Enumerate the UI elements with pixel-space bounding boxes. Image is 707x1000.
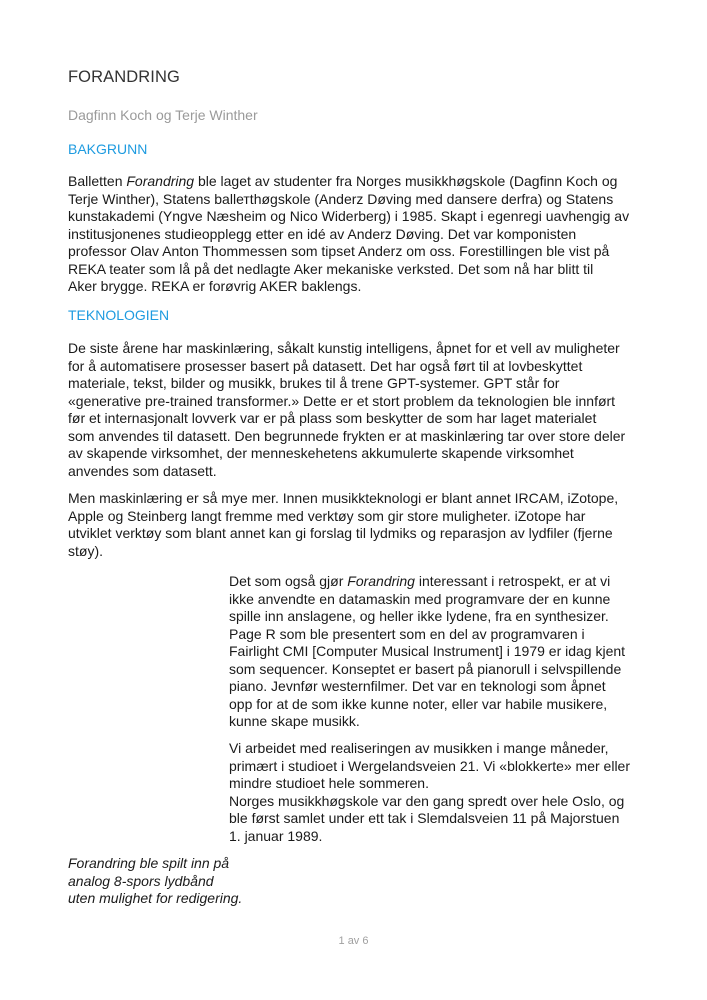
text-line: REKA teater som lå på det nedlagte Aker mekaniske verksted. Det som nå har blitt til [68, 260, 594, 277]
text-line: «generative pre-trained transformer.» Dette er et stort problem da teknologien ble innført [68, 392, 616, 409]
document-authors: Dagfinn Koch og Terje Winther [68, 107, 258, 123]
text-line: Apple og Steinberg langt fremme med verktøy som gir store muligheter. iZotope har [68, 507, 586, 524]
text-line [68, 173, 648, 191]
document-title: FORANDRING [68, 68, 180, 86]
text-segment: interessant i retrospekt, er at vi [414, 573, 611, 589]
italic-title-text: Forandring [347, 573, 415, 589]
text-line: av skapende virksomhet, der menneskehetens akkumulerte skapende virksomhet [68, 445, 574, 461]
text-line: mindre studioet hele sommeren. [229, 775, 429, 791]
text-line: professor Olav Anton Thommessen som tipset Anderz om oss. Forestillingen ble vist på [68, 243, 610, 259]
paragraph-teknologi-2 [68, 490, 648, 560]
text-line: De siste årene har maskinlæring, såkalt kunstig intelligens, åpnet for et vell av muligheter [68, 340, 620, 356]
text-line [229, 573, 649, 591]
paragraph-teknologi-1 [68, 340, 648, 480]
italic-caption [68, 855, 242, 908]
paragraph-bakgrunn [68, 173, 648, 296]
text-line: anvendes som datasett. [68, 462, 217, 479]
text-line: Fairlight CMI [Computer Musical Instrument] i 1979 er idag kjent [229, 643, 626, 659]
text-line: materiale, tekst, bilder og musikk, brukes til å trene GPT-systemer. GPT står for [68, 375, 560, 391]
italic-title-text: Forandring [126, 173, 195, 189]
text-line: piano. Jevnfør westernfilmer. Det var en teknologi som åpnet [229, 678, 606, 694]
paragraph-indented-1 [229, 573, 649, 731]
text-line: Forandring ble spilt inn på [68, 855, 230, 871]
text-line: for å automatisere prosesser basert på datasett. Det har også ført til at lovbeskyttet [68, 357, 583, 374]
text-line: institusjonenes studieopplegg etter en idé av Anderz Døving. Det var komponisten [68, 225, 577, 242]
text-line: spille inn anslagene, og heller ikke lydene, fra en synthesizer. [229, 608, 609, 624]
text-line: som anvendes til datasett. Den begrunnede frykten er at maskinlæring tar over store deler [68, 427, 626, 444]
text-line: Terje Winther), Statens ballетthøgskole (Anderz Døving med dansere derfra) og Statens [68, 190, 614, 207]
text-line: Men maskinlæring er så mye mer. Innen musikkteknologi er blant annet IRCAM, iZotope, [68, 490, 619, 506]
page-number: 1 av 6 [338, 935, 369, 947]
section-heading-teknologien: TEKNOLOGIEN [68, 307, 170, 323]
text-line: opp for at de som ikke kunne noter, eller var habile musikere, [229, 695, 608, 712]
section-heading-bakgrunn: BAKGRUNN [68, 141, 148, 157]
text-line: ikke anvendte en datamaskin med programvare der en kunne [229, 590, 611, 607]
text-line: Aker brygge. REKA er forøvrig AKER baklengs. [68, 278, 362, 294]
text-line: uten mulighet for redigering. [68, 890, 243, 906]
paragraph-indented-2 [229, 740, 649, 845]
text-line: primært i studioet i Wergelandsveien 21. Vi «blokkerte» mer eller [229, 757, 631, 774]
text-segment: Balletten [68, 173, 127, 189]
text-line: Page R som ble presentert som en del av programvaren i [229, 625, 585, 642]
text-line: analog 8-spors lydbånd [68, 872, 214, 889]
text-line: ble først samlet under ett tak i Slemdalsveien 11 på Majorstuen [229, 810, 620, 826]
text-line: 1. januar 1989. [229, 827, 323, 844]
text-line: Norges musikkhøgskole var den gang spredt over hele Oslo, og [229, 792, 625, 809]
text-segment: ble laget av studenter fra Norges musikkhøgskole (Dagfinn Koch og [194, 173, 618, 189]
text-segment: Det som også gjør [229, 573, 348, 589]
text-line: Vi arbeidet med realiseringen av musikken i mange måneder, [229, 740, 609, 756]
text-line: støy). [68, 542, 103, 559]
text-line: som sequencer. Konseptet er basert på pianorull i selvspillende [229, 660, 622, 677]
text-line: kunne skape musikk. [229, 713, 360, 729]
text-line: før et internasjonalt lovverk var er på plass som beskytter de som har laget materialet [68, 410, 597, 426]
text-line: kunstakademi (Yngve Næsheim og Nico Widerberg) i 1985. Skapt i egenregi uavhengig av [68, 208, 630, 224]
text-line: utviklet verktøy som blant annet kan gi forslag til lydmiks og reparasjon av lydfiler (fjerne [68, 525, 613, 541]
